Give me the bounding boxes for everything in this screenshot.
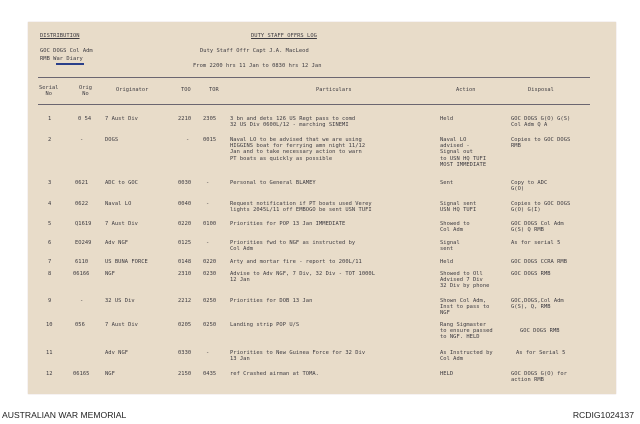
col-originator: Originator [116,87,149,93]
cell-disposal: As for serial 5 [511,240,561,246]
cell-action: Sent [440,180,454,186]
cell-disposal: GOC DOGS RMB [511,271,551,277]
cell-originator: 7 Aust Div [105,322,138,328]
cell-orig: - [80,298,84,304]
cell-tor: - [206,350,210,356]
cell-orig: 0 54 [78,116,92,122]
cell-too: 2310 [178,271,192,277]
col-action: Action [456,87,476,93]
cell-disposal: GOC DOGS Col Adm G(S) Q RMB [511,221,564,234]
cell-particulars: Advise to Adv NGF, 7 Div, 32 Div - TOT 1000L 12 Jan [230,271,375,284]
log-period: From 2200 hrs 11 Jan to 0830 hrs 12 Jan [193,63,322,69]
cell-serial: 9 [48,298,52,304]
col-particulars: Particulars [316,87,352,93]
cell-particulars: Priorities to New Guinea Force for 32 Div 13 Jan [230,350,366,363]
distribution-heading: DISTRIBUTION [40,33,80,39]
cell-tor: - [206,240,210,246]
cell-too: 0205 [178,322,192,328]
cell-orig: EO249 [75,240,92,246]
cell-too: 0148 [178,259,192,265]
cell-tor: 0220 [203,259,217,265]
cell-action: Signal sent USN HQ TUFI [440,201,477,214]
duty-officer: Duty Staff Offr Capt J.A. MacLeod [200,48,309,54]
cell-tor: 0250 [203,298,217,304]
cell-action: Showed to Oll Advised 7 Div 32 Div by phone [440,271,490,290]
cell-serial: 7 [48,259,52,265]
cell-serial: 12 [46,371,53,377]
cell-too: - [186,137,190,143]
cell-originator: Naval LO [105,201,132,207]
cell-too: 0030 [178,180,192,186]
cell-originator: 32 US Div [105,298,135,304]
cell-disposal: Copies to GOC DOGS RMB [511,137,571,150]
cell-tor: 2305 [203,116,217,122]
header-rule-top [38,77,590,78]
cell-disposal: As for Serial 5 [516,350,566,356]
cell-particulars: Arty and mortar fire - report to 200L/11 [230,259,362,265]
cell-serial: 2 [48,137,52,143]
cell-disposal: Copies to GOC DOGS G(O) G(I) [511,201,571,214]
cell-action: Rang Sigmaster to ensure passed to NGF. HELD [440,322,493,341]
cell-originator: NGF [105,371,115,377]
cell-originator: ADC to GOC [105,180,138,186]
distribution-line-2: RMB War Diary [40,56,83,62]
distribution-line-1: GOC DOGS Col Adm [40,48,93,54]
cell-action: Showed to Col Adm [440,221,470,234]
archive-id: RCDIG1024137 [572,410,634,420]
cell-action: Shown Col Adm, Inst to pass to NGF [440,298,490,317]
cell-orig: 06165 [73,371,90,377]
cell-orig: Q1619 [75,221,92,227]
header-rule-bottom [38,104,590,105]
cell-originator: 7 Aust Div [105,116,138,122]
cell-particulars: Request notification if PT boats used Verey lights 2045L/11 off EMBOGO be sent USN TUFI [230,201,372,214]
cell-particulars: Priorities fwd to NGF as instructed by Col Adm [230,240,356,253]
cell-tor: - [206,201,210,207]
cell-originator: 7 Aust Div [105,221,138,227]
cell-orig: - [80,137,84,143]
cell-tor: 0100 [203,221,217,227]
col-serial: Serial No [39,85,59,98]
col-orig: Orig No [79,85,92,98]
cell-serial: 3 [48,180,52,186]
cell-action: As Instructed by Col Adm [440,350,493,363]
cell-serial: 5 [48,221,52,227]
cell-disposal: GOC,DOGS,Col Adm G(S), Q, RMB [511,298,564,311]
cell-serial: 11 [46,350,53,356]
cell-disposal: GOC DOGS G(O) G(S) Col Adm Q A [511,116,571,129]
cell-too: 0330 [178,350,192,356]
cell-too: 0125 [178,240,192,246]
col-too: TOO [181,87,191,93]
col-disposal: Disposal [528,87,554,93]
log-title: DUTY STAFF OFFRS LOG [251,33,317,39]
cell-serial: 10 [46,322,53,328]
cell-serial: 1 [48,116,52,122]
cell-originator: NGF [105,271,115,277]
cell-orig: 0621 [75,180,89,186]
cell-action: Held [440,116,454,122]
cell-originator: Adv NGF [105,240,129,246]
cell-orig: 056 [75,322,85,328]
cell-action: HELD [440,371,454,377]
cell-tor: 0435 [203,371,217,377]
cell-originator: DOGS [105,137,119,143]
cell-too: 0220 [178,221,192,227]
archive-label: AUSTRALIAN WAR MEMORIAL [2,410,127,420]
cell-too: 2212 [178,298,192,304]
cell-particulars: Priorities for DOB 13 Jan [230,298,313,304]
cell-tor: 0250 [203,322,217,328]
cell-disposal: GOC DOGS G(O) for action RMB [511,371,568,384]
cell-action: Naval LO advised - Signal out to USN HQ TUFI MOST IMMEDIATE [440,137,487,168]
cell-disposal: Copy to ADC G(O) [511,180,548,193]
cell-tor: 0015 [203,137,217,143]
cell-orig: 6110 [75,259,89,265]
cell-too: 0040 [178,201,192,207]
cell-particulars: Naval LO to be advised that we are using HIGGINS boat for ferrying amn night 11/12 Jan and to take necessary action to warn PT boats as quickly as possible [230,137,366,162]
cell-orig: 0622 [75,201,89,207]
cell-particulars: Landing strip POP U/S [230,322,300,328]
cell-action: Held [440,259,454,265]
cell-tor: - [206,180,210,186]
cell-serial: 6 [48,240,52,246]
cell-serial: 8 [48,271,52,277]
cell-particulars: 3 bn and dets 126 US Regt pass to comd 32 US Div 0600L/12 - marching SINEMI [230,116,356,129]
cell-action: Signal sent [440,240,460,253]
cell-tor: 0230 [203,271,217,277]
cell-particulars: Priorities for POP 13 Jan IMMEDIATE [230,221,346,227]
ink-underline [56,63,84,65]
col-tor: TOR [209,87,219,93]
cell-too: 2210 [178,116,192,122]
cell-orig: 06166 [73,271,90,277]
cell-particulars: Personal to General BLAMEY [230,180,316,186]
cell-serial: 4 [48,201,52,207]
cell-disposal: GOC DOGS CCRA RMB [511,259,568,265]
cell-too: 2150 [178,371,192,377]
cell-particulars: ref Crashed airman at TOMA. [230,371,319,377]
cell-disposal: GOC DOGS RMB [520,328,560,334]
cell-originator: US BUNA FORCE [105,259,148,265]
cell-originator: Adv NGF [105,350,129,356]
